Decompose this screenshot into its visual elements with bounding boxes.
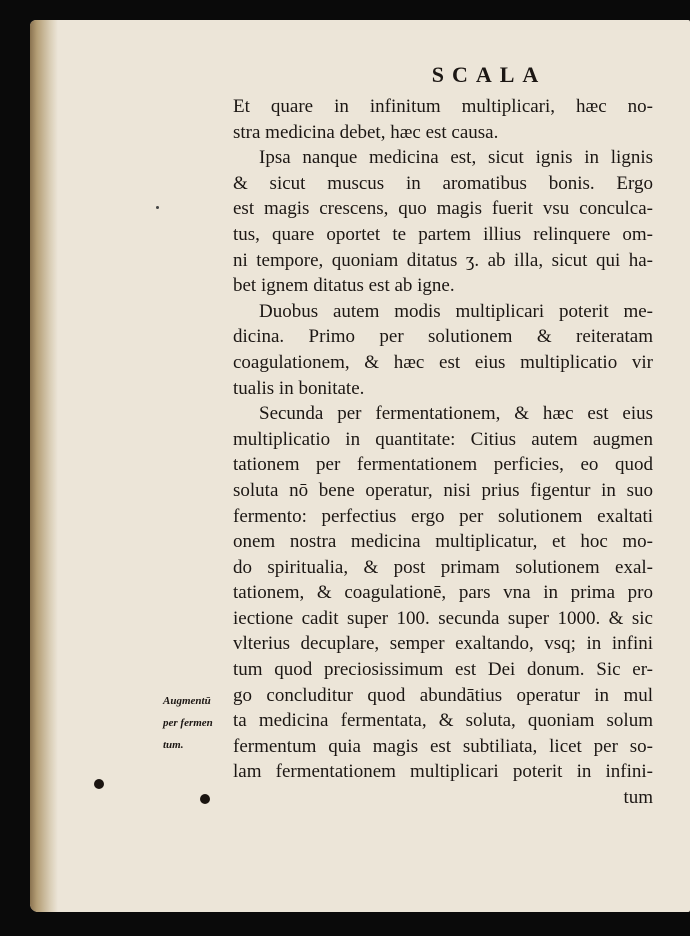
margin-note-line: tum.: [163, 739, 184, 751]
text-line: bet ignem ditatus est ab igne.: [233, 275, 455, 297]
text-line: tualis in bonitate.: [233, 377, 365, 399]
text-line: dicina. Primo per solutionem & reiteratam: [233, 326, 653, 348]
text-line: tationem per fermentationem perficies, eo quod: [233, 454, 653, 476]
text-line: & sicut muscus in aromatibus bonis. Ergo: [233, 172, 653, 194]
text-line: go concluditur quod abundātius operatur in mul: [233, 684, 653, 706]
book-spine-shadow: [30, 20, 58, 912]
ink-blot: [200, 794, 210, 804]
text-line: tationem, & coagulationē, pars vna in prima pro: [233, 582, 653, 604]
text-line: Et quare in infinitum multiplicari, hæc no-: [233, 96, 653, 117]
text-line: soluta nō bene operatur, nisi prius figentur in suo: [233, 479, 653, 501]
text-line: est magis crescens, quo magis fuerit vsu conculca-: [233, 198, 653, 220]
text-line: ni tempore, quoniam ditatus ʒ. ab illa, sicut qui ha-: [233, 249, 653, 271]
text-line: vlterius decuplare, semper exaltando, vsq; in infini: [233, 633, 653, 655]
margin-note-line: per fermen: [163, 717, 213, 729]
book-page: [30, 20, 690, 912]
text-line: Secunda per fermentationem, & hæc est eius: [259, 403, 653, 425]
margin-note-line: Augmentū: [163, 695, 211, 707]
main-text-block: [233, 62, 653, 811]
margin-note: [163, 690, 213, 756]
text-line: iectione cadit super 100. secunda super 1000. & sic: [233, 607, 653, 629]
text-line: multiplicatio in quantitate: Citius autem augmen: [233, 428, 653, 450]
ink-blot: [94, 779, 104, 789]
catchword: tum: [623, 787, 653, 809]
text-line: fermento: perfectius ergo per solutionem exaltati: [233, 505, 653, 527]
text-line: tum quod preciosissimum est Dei donum. Sic er-: [233, 659, 653, 681]
text-line: Duobus autem modis multiplicari poterit me-: [259, 300, 653, 322]
running-head: SCALA: [431, 62, 547, 87]
text-line: ta medicina fermentata, & soluta, quoniam solum: [233, 710, 653, 732]
ink-speck: [156, 206, 159, 209]
text-line: lam fermentationem multiplicari poterit in infini-: [233, 761, 653, 783]
text-line: stra medicina debet, hæc est causa.: [233, 121, 499, 143]
text-line: coagulationem, & hæc est eius multiplicatio vir: [233, 351, 653, 373]
text-line: do spiritualia, & post primam solutionem exal-: [233, 556, 653, 578]
text-line: onem nostra medicina multiplicatur, et hoc mo-: [233, 531, 653, 553]
text-line: fermentum quia magis est subtiliata, licet per so-: [233, 735, 653, 757]
text-line: tus, quare oportet te partem illius relinquere om-: [233, 223, 653, 245]
text-line: Ipsa nanque medicina est, sicut ignis in lignis: [259, 147, 653, 169]
